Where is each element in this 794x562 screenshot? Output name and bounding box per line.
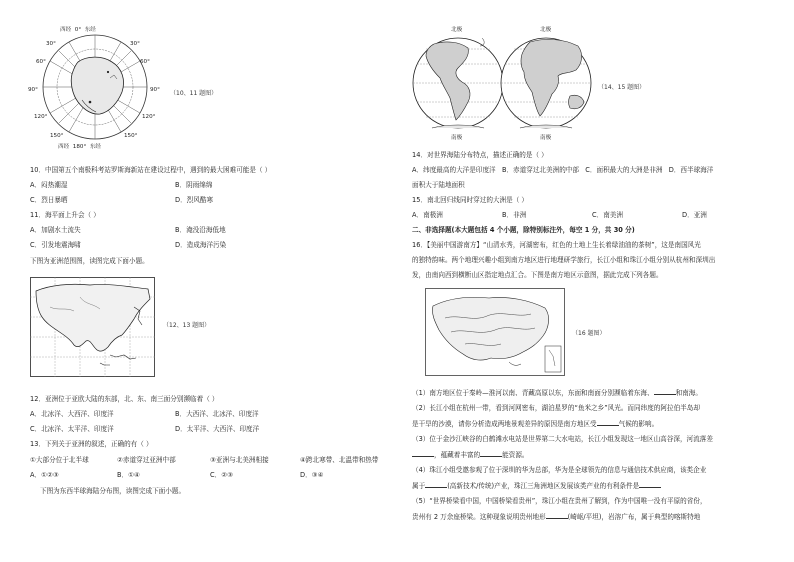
q16-sub4-line2: 属于 xyxy=(412,482,426,490)
hemisphere-map-intro: 下图为东西半球海陆分布图，读图完成下面小题。 xyxy=(40,487,186,495)
lat-label-30-right: 30° xyxy=(130,41,140,47)
lat-label-30-left: 30° xyxy=(46,41,56,47)
q13-option-a: A．①②③ xyxy=(30,471,59,479)
q12-stem: 12．亚洲位于亚欧大陆的东部，北、东、南三面分别濒临着（ ） xyxy=(30,395,219,403)
lat-label-120-left: 120° xyxy=(34,114,48,120)
q11-option-a: A．加剧水土流失 xyxy=(30,226,81,234)
asia-map-caption: （12、13 题图） xyxy=(163,322,211,329)
antarctica-west xyxy=(432,125,484,128)
q15-stem: 15．南北回归线同时穿过的大洲是（ ） xyxy=(412,196,528,204)
q14-stem: 14．对世界海陆分布特点，描述正确的是（ ） xyxy=(412,151,548,159)
q16-sub3-line2: ，蕴藏着丰富的 xyxy=(434,451,481,459)
q12-option-b: B．大西洋、北冰洋、印度洋 xyxy=(175,410,259,418)
q16-sub5-line2: 贵州有 2 万余座桥梁。这种现象说明贵州地形 xyxy=(412,513,546,521)
q16-sub2-line1: （2）长江小组在杭州一带，看到河网密布，湖泊星罗的“鱼米之乡”风光。而同纬度的阿拉伯半岛却 xyxy=(412,404,700,412)
q14-option-a: A．纬度最高的大洋是印度洋 xyxy=(412,166,496,174)
antarctica-east xyxy=(520,125,572,128)
q11-stem: 11．海平面上升会（ ） xyxy=(30,211,100,219)
hemispheres-map xyxy=(412,24,592,142)
q16-line-3: 发，由南向西到横断山区指定地点汇合。下图是南方地区示意图，据此完成下列各题。 xyxy=(412,271,663,279)
lon-180-label: 180° xyxy=(72,144,87,150)
q13-option-b: B．①④ xyxy=(117,471,140,479)
q16-sub2-blank[interactable] xyxy=(597,419,619,426)
lat-label-60-left: 60° xyxy=(36,59,46,65)
lat-label-90-left: 90° xyxy=(28,87,38,93)
q16-map-caption: （16 题图） xyxy=(572,330,606,337)
q16-sub1-blank[interactable] xyxy=(654,388,676,395)
q14-option-b: B．赤道穿过北美洲的中部 xyxy=(501,166,579,174)
q16-line-1: 16．【美丽中国游南方】“山清水秀，河湖密布，红色的土地上生长着绿油油的茶树”，这是南国风光 xyxy=(412,241,701,249)
zero-meridian-label: 0° xyxy=(74,27,82,33)
lat-label-150-right: 150° xyxy=(124,133,138,139)
q14-option-d-continued: 面积大于陆地面积 xyxy=(412,181,465,189)
q16-sub2-tail: 气候的影响。 xyxy=(618,420,659,428)
north-pole-label-west: 北极 xyxy=(451,27,463,33)
east-longitude-label: 东经 xyxy=(84,27,96,33)
q11-option-c: C．引发地震海啸 xyxy=(30,241,81,249)
q16-sub2-line2: 是干旱的沙漠，请你分析造成两地景观差异的原因是南方地区受 xyxy=(412,420,597,428)
asia-map-intro: 下图为亚洲范围图，读图完成下面小题。 xyxy=(30,257,149,265)
section-2-heading: 二、非选择题(本大题包括 4 个小题，除特别标注外，每空 1 分，共 30 分) xyxy=(412,226,635,234)
lat-label-90-right: 90° xyxy=(150,87,160,93)
q13-statement-1: ①大部分位于北半球 xyxy=(30,456,89,464)
q14-option-c: C．面积最大的大洲是非洲 xyxy=(585,166,663,174)
q16-sub4-blank-2[interactable] xyxy=(639,481,661,488)
q15-option-c: C．南美洲 xyxy=(592,211,623,219)
hemisphere-map-caption: （14、15 题图） xyxy=(598,84,646,91)
asia-range-map xyxy=(30,277,155,377)
south-pole-label-east: 南极 xyxy=(540,135,552,141)
west-longitude-label: 西经 xyxy=(60,27,72,33)
q12-option-d: D．太平洋、大西洋、印度洋 xyxy=(175,425,260,433)
polar-map-caption: （10、11 题图） xyxy=(170,90,218,97)
q11-option-d: D．造成海洋污染 xyxy=(175,241,227,249)
q13-stem: 13．下列关于亚洲的叙述，正确的有（ ） xyxy=(30,440,153,448)
south-china-map xyxy=(425,288,565,376)
q15-option-d: D．亚洲 xyxy=(682,211,707,219)
north-pole-label-east: 北极 xyxy=(540,27,552,33)
east-longitude-bottom: 东经 xyxy=(89,144,102,150)
q16-sub1-tail: 和南海。 xyxy=(675,389,702,397)
lat-label-60-right: 60° xyxy=(140,59,150,65)
q15-option-b: B．非洲 xyxy=(502,211,527,219)
lat-label-150-left: 150° xyxy=(50,133,64,139)
q16-sub5-blank[interactable] xyxy=(546,512,568,519)
q12-option-a: A．北冰洋、大西洋、印度洋 xyxy=(30,410,114,418)
q16-sub4-blank-1[interactable] xyxy=(425,481,447,488)
q16-sub1-text: （1）南方地区位于秦岭—淮河以南、青藏高原以东，东面和南面分别濒临着东海、 xyxy=(412,389,654,397)
q10-stem: 10．中国第五个南极科考站罗斯海新站在建设过程中，遇到的最大困难可能是（ ） xyxy=(30,166,272,174)
q13-option-c: C．②③ xyxy=(210,471,234,479)
q16-line-2: 的独特韵味。两个地理兴趣小组到南方地区进行地理研学旅行，长江小组和珠江小组分别从杭州和深圳出 xyxy=(412,256,716,264)
q16-sub5-tail: (崎岖/平坦)，岩溶广布，属于典型的喀斯特地 xyxy=(567,513,701,521)
q10-option-a: A．闷热潮湿 xyxy=(30,181,68,189)
q16-sub3-tail: 能资源。 xyxy=(502,451,529,459)
q16-sub3-blank-1[interactable] xyxy=(412,450,434,457)
q10-option-b: B．阴雨绵绵 xyxy=(175,181,213,189)
q13-statement-4: ④跨北寒带、北温带和热带 xyxy=(300,456,379,464)
q10-option-c: C．烈日暴晒 xyxy=(30,196,68,204)
south-pole-label-west: 南极 xyxy=(451,135,463,141)
q16-sub3-blank-2[interactable] xyxy=(480,450,502,457)
west-longitude-bottom: 西经 xyxy=(58,144,70,150)
q15-option-a: A．南极洲 xyxy=(412,211,443,219)
q16-sub5-line1: （5）“世界桥梁看中国，中国桥梁看贵州”，珠江小组在贵州了解到，作为中国唯一没有平原的省份， xyxy=(412,497,707,505)
q16-sub4-line2b: (高新技术/传统)产业，珠江三角洲地区发展该类产业的有利条件是 xyxy=(447,482,640,490)
q13-statement-3: ③亚洲与北美洲相接 xyxy=(210,456,269,464)
q16-sub3-line1: （3）位于金沙江峡谷的白鹤滩水电站是世界第二大水电站，长江小组发现这一地区山高谷深，河流落差 xyxy=(412,435,713,443)
q10-option-d: D．烈风酷寒 xyxy=(175,196,214,204)
q13-option-d: D．③④ xyxy=(300,471,324,479)
q16-sub4-line1: （4）珠江小组受邀参观了位于深圳的华为总部，华为是全球领先的信息与通信技术供应商，该类企业 xyxy=(412,466,707,474)
q13-statement-2: ②赤道穿过亚洲中部 xyxy=(117,456,176,464)
q12-option-c: C．北冰洋、太平洋、印度洋 xyxy=(30,425,114,433)
lat-label-120-right: 120° xyxy=(142,114,156,120)
q14-option-d: D．西半球海洋 xyxy=(668,166,714,174)
q11-option-b: B．淹没沿海低地 xyxy=(175,226,226,234)
